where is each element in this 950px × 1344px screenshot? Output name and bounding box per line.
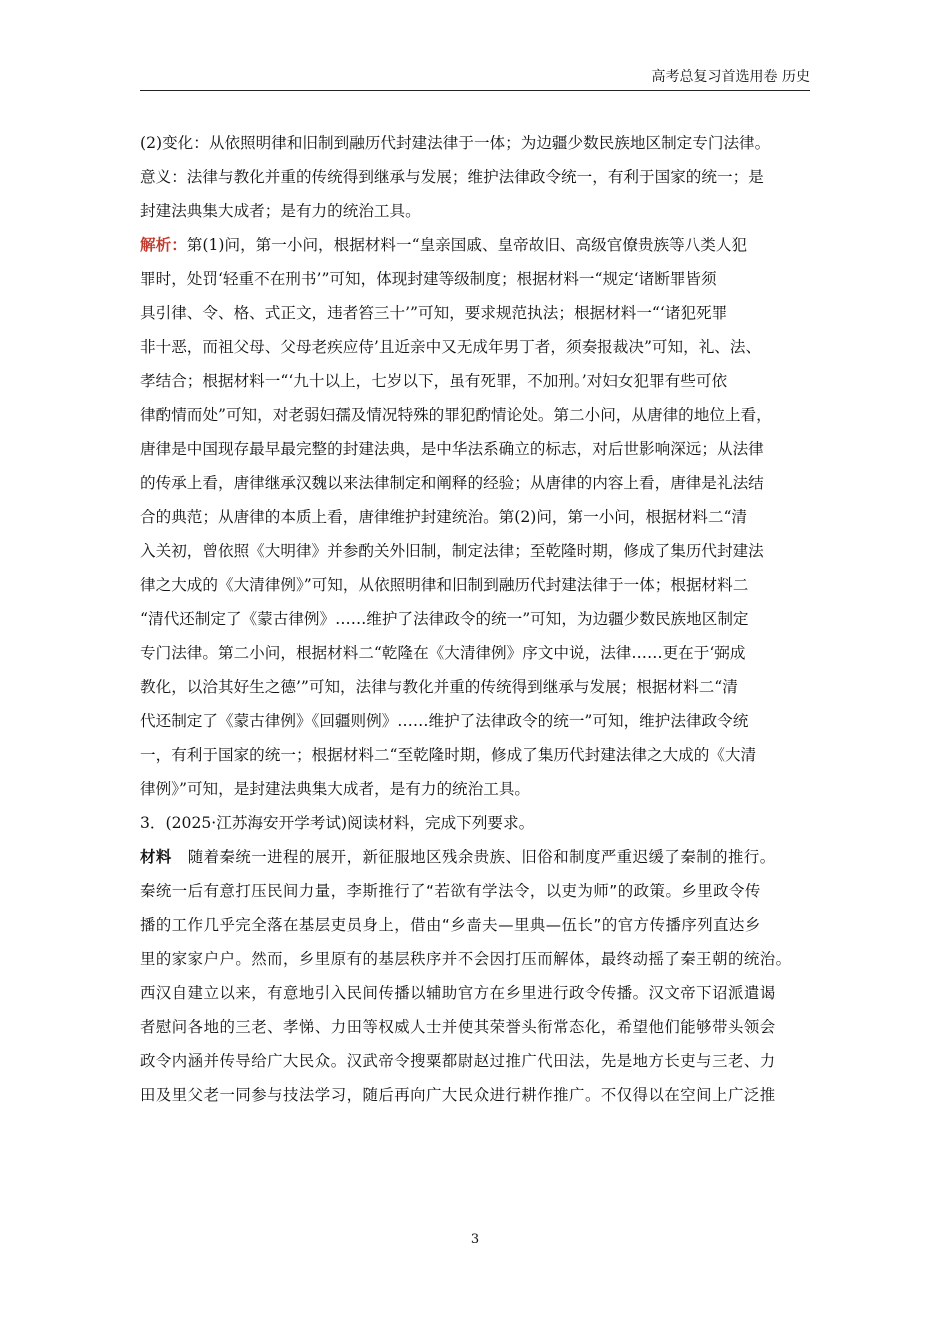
analysis-line: 非十恶，而祖父母、父母老疾应侍’且近亲中又无成年男丁者，须奏报裁决”可知，礼、法、 bbox=[140, 338, 762, 356]
analysis-line: 律酌情而处”可知，对老弱妇孺及情况特殊的罪犯酌情论处。第二小问，从唐律的地位上看， bbox=[140, 406, 772, 424]
material-line: 播的工作几乎完全落在基层吏员身上，借由“乡啬夫—里典—伍长”的官方传播序列直达乡 bbox=[140, 916, 761, 934]
answer-line: (2)变化：从依照明律和旧制到融历代封建法律于一体；为边疆少数民族地区制定专门法律。 bbox=[140, 134, 771, 152]
analysis-label: 解析： bbox=[140, 235, 187, 254]
analysis-line: 罪时，处罚‘轻重不在刑书’”可知，体现封建等级制度；根据材料一“规定‘诸断罪皆须 bbox=[140, 270, 717, 288]
answer-line: 意义：法律与教化并重的传统得到继承与发展；维护法律政令统一，有利于国家的统一；是 bbox=[140, 168, 764, 186]
analysis-line: 孝结合；根据材料一“‘九十以上，七岁以下，虽有死罪，不加刑。’对妇女犯罪有些可依 bbox=[140, 372, 728, 390]
analysis-line: 合的典范；从唐律的本质上看，唐律维护封建统治。第(2)问，第一小问，根据材料二“清 bbox=[140, 508, 748, 526]
material-line: 西汉自建立以来，有意地引入民间传播以辅助官方在乡里进行政令传播。汉文帝下诏派遣谒 bbox=[140, 984, 776, 1002]
analysis-text: 第(1)问，第一小问，根据材料一“皇亲国戚、皇帝故旧、高级官僚贵族等八类人犯 bbox=[186, 236, 748, 254]
material-text: 随着秦统一进程的展开，新征服地区残余贵族、旧俗和制度严重迟缓了秦制的推行。 bbox=[187, 848, 776, 866]
analysis-line: 专门法律。第二小问，根据材料二“乾隆在《大清律例》序文中说，法律……更在于‘弼成 bbox=[140, 644, 746, 662]
answer-line: 封建法典集大成者；是有力的统治工具。 bbox=[140, 202, 421, 220]
material-line: 者慰问各地的三老、孝悌、力田等权威人士并使其荣誉头衔常态化，希望他们能够带头领会 bbox=[140, 1018, 776, 1036]
material-first-line bbox=[140, 840, 810, 874]
page-body bbox=[140, 126, 810, 1112]
material-line: 秦统一后有意打压民间力量，李斯推行了“若欲有学法令，以吏为师”的政策。乡里政令传 bbox=[140, 882, 761, 900]
analysis-line: 具引律、令、格、式正文，违者笞三十’”可知，要求规范执法；根据材料一“‘诸犯死罪 bbox=[140, 304, 728, 322]
analysis-line: “清代还制定了《蒙古律例》……维护了法律政令的统一”可知，为边疆少数民族地区制定 bbox=[140, 610, 749, 628]
analysis-line: 律之大成的《大清律例》”可知，从依照明律和旧制到融历代封建法律于一体；根据材料二 bbox=[140, 576, 749, 594]
analysis-line: 的传承上看，唐律继承汉魏以来法律制定和阐释的经验；从唐律的内容上看，唐律是礼法结 bbox=[140, 474, 764, 492]
material-line: 里的家家户户。然而，乡里原有的基层秩序并不会因打压而解体，最终动摇了秦王朝的统治。 bbox=[140, 950, 792, 968]
analysis-first-line bbox=[140, 228, 810, 262]
header-title: 高考总复习首选用卷 历史 bbox=[651, 69, 810, 85]
material-label: 材料 bbox=[140, 848, 172, 866]
question-title: 3．(2025·江苏海安开学考试)阅读材料，完成下列要求。 bbox=[140, 814, 535, 832]
analysis-line: 入关初，曾依照《大明律》并参酌关外旧制，制定法律；至乾隆时期，修成了集历代封建法 bbox=[140, 542, 764, 560]
material-line: 田及里父老一同参与技法学习，随后再向广大民众进行耕作推广。不仅得以在空间上广泛推 bbox=[140, 1086, 776, 1104]
page-number: 3 bbox=[470, 1232, 480, 1247]
analysis-line: 代还制定了《蒙古律例》《回疆则例》……维护了法律政令的统一”可知，维护法律政令统 bbox=[140, 712, 749, 730]
analysis-line: 唐律是中国现存最早最完整的封建法典，是中华法系确立的标志，对后世影响深远；从法律 bbox=[140, 440, 764, 458]
page-header bbox=[140, 66, 810, 91]
analysis-line: 律例》”可知，是封建法典集大成者，是有力的统治工具。 bbox=[140, 780, 531, 798]
analysis-line: 一，有利于国家的统一；根据材料二“至乾隆时期，修成了集历代封建法律之大成的《大清 bbox=[140, 746, 757, 764]
analysis-line: 教化，以洽其好生之德’”可知，法律与教化并重的传统得到继承与发展；根据材料二“清 bbox=[140, 678, 738, 696]
material-line: 政令内涵并传导给广大民众。汉武帝令搜粟都尉赵过推广代田法，先是地方长吏与三老、力 bbox=[140, 1052, 776, 1070]
